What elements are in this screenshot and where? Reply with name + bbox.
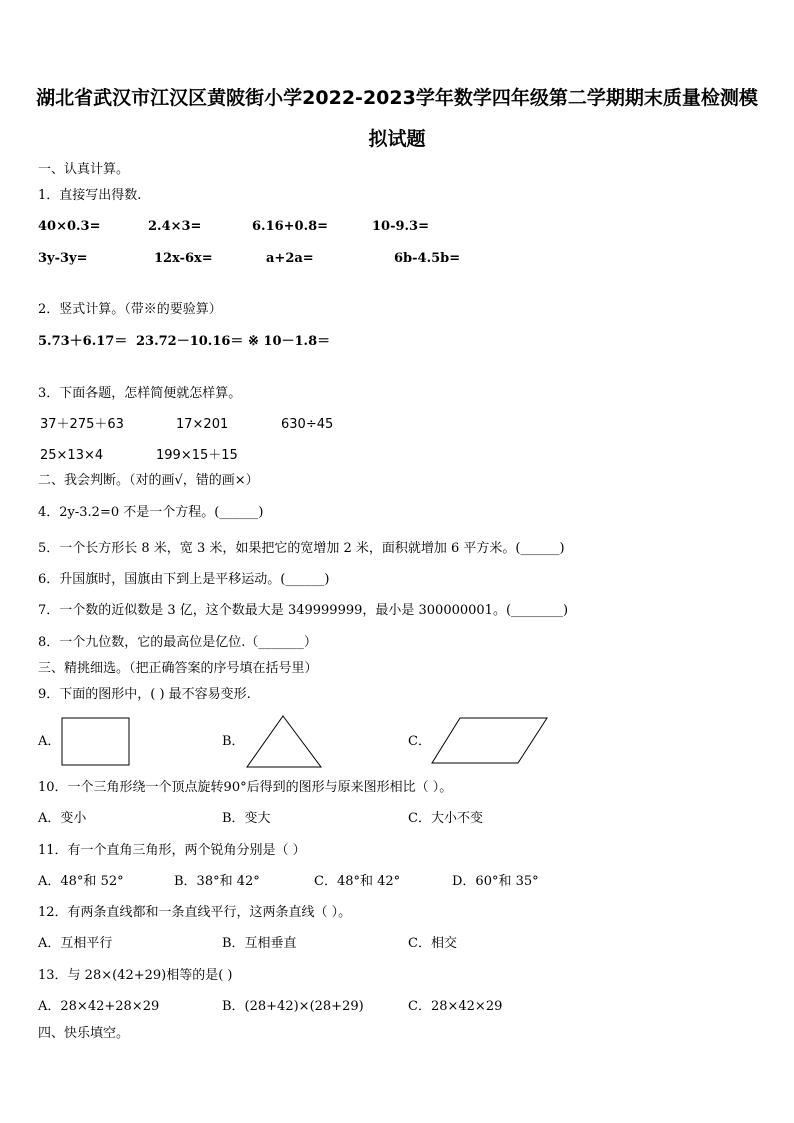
question-1: 1．直接写出得数. <box>38 188 142 203</box>
calc-item: 40×0.3= <box>38 219 101 234</box>
judge-item: 6．升国旗时，国旗由下到上是平移运动。(______) <box>38 572 330 587</box>
option: C．大小不变 <box>408 811 483 826</box>
vertical-calc-item: 5.73＋6.17＝ <box>38 334 128 349</box>
calc-item: 12x-6x= <box>154 251 213 266</box>
section-heading-1: 一、认真计算。 <box>38 162 130 177</box>
vertical-calc-item: 23.72－10.16＝ <box>136 334 244 349</box>
calc-item: 2.4×3= <box>148 219 202 234</box>
parallelogram-shape <box>430 716 550 766</box>
option-label: B． <box>222 734 245 749</box>
page-title-continued: 拟试题 <box>368 128 426 150</box>
option: A．互相平行 <box>38 936 113 951</box>
option: C．28×42×29 <box>408 999 503 1014</box>
rectangle-shape <box>60 716 132 768</box>
section-heading-4: 四、快乐填空。 <box>38 1026 130 1041</box>
option: A．48°和 52° <box>38 874 124 889</box>
calc-item: 10-9.3= <box>372 219 429 234</box>
simplify-item: 37＋275＋63 <box>40 417 124 432</box>
option: C．48°和 42° <box>314 874 401 889</box>
judge-item: 4．2y-3.2=0 不是一个方程。(______) <box>38 505 264 520</box>
question-9: 9．下面的图形中，( ) 最不容易变形. <box>38 687 251 702</box>
judge-item: 8．一个九位数，它的最高位是亿位.（_______） <box>38 635 317 650</box>
page-title: 湖北省武汉市江汉区黄陂街小学2022-2023学年数学四年级第二学期期末质量检测模 <box>36 87 758 109</box>
question-12: 12．有两条直线都和一条直线平行，这两条直线（ ）。 <box>38 905 352 920</box>
simplify-item: 25×13×4 <box>40 448 104 463</box>
option-label: C． <box>408 734 431 749</box>
option: C．相交 <box>408 936 457 951</box>
question-2: 2．竖式计算。（带※的要验算） <box>38 302 222 317</box>
option: B．变大 <box>222 811 271 826</box>
vertical-calc-item: ※ 10－1.8＝ <box>248 334 331 349</box>
calc-item: 6b-4.5b= <box>394 251 461 266</box>
question-11: 11．有一个直角三角形，两个锐角分别是（ ） <box>38 843 306 858</box>
simplify-item: 199×15＋15 <box>156 448 238 463</box>
option: B．(28+42)×(28+29) <box>222 999 364 1014</box>
option: B．互相垂直 <box>222 936 297 951</box>
option: D．60°和 35° <box>452 874 539 889</box>
simplify-item: 630÷45 <box>281 417 334 432</box>
triangle-shape <box>244 714 324 770</box>
judge-item: 7．一个数的近似数是 3 亿，这个数最大是 349999999，最小是 300000001。(________) <box>38 603 569 618</box>
question-10: 10．一个三角形绕一个顶点旋转90°后得到的图形与原来图形相比（ ）。 <box>38 780 453 795</box>
section-heading-2: 二、我会判断。（对的画√，错的画×） <box>38 473 259 488</box>
calc-item: 6.16+0.8= <box>252 219 329 234</box>
judge-item: 5．一个长方形长 8 米，宽 3 米，如果把它的宽增加 2 米，面积就增加 6 平方米。(______) <box>38 541 565 556</box>
calc-item: a+2a= <box>266 251 314 266</box>
calc-item: 3y-3y= <box>38 251 88 266</box>
question-13: 13．与 28×(42+29)相等的是( ) <box>38 968 233 983</box>
option-label: A． <box>38 734 61 749</box>
question-3: 3．下面各题，怎样简便就怎样算。 <box>38 386 242 401</box>
option: A．28×42+28×29 <box>38 999 160 1014</box>
section-heading-3: 三、精挑细选。（把正确答案的序号填在括号里） <box>38 661 318 676</box>
option: B．38°和 42° <box>174 874 260 889</box>
simplify-item: 17×201 <box>176 417 229 432</box>
option: A．变小 <box>38 811 87 826</box>
